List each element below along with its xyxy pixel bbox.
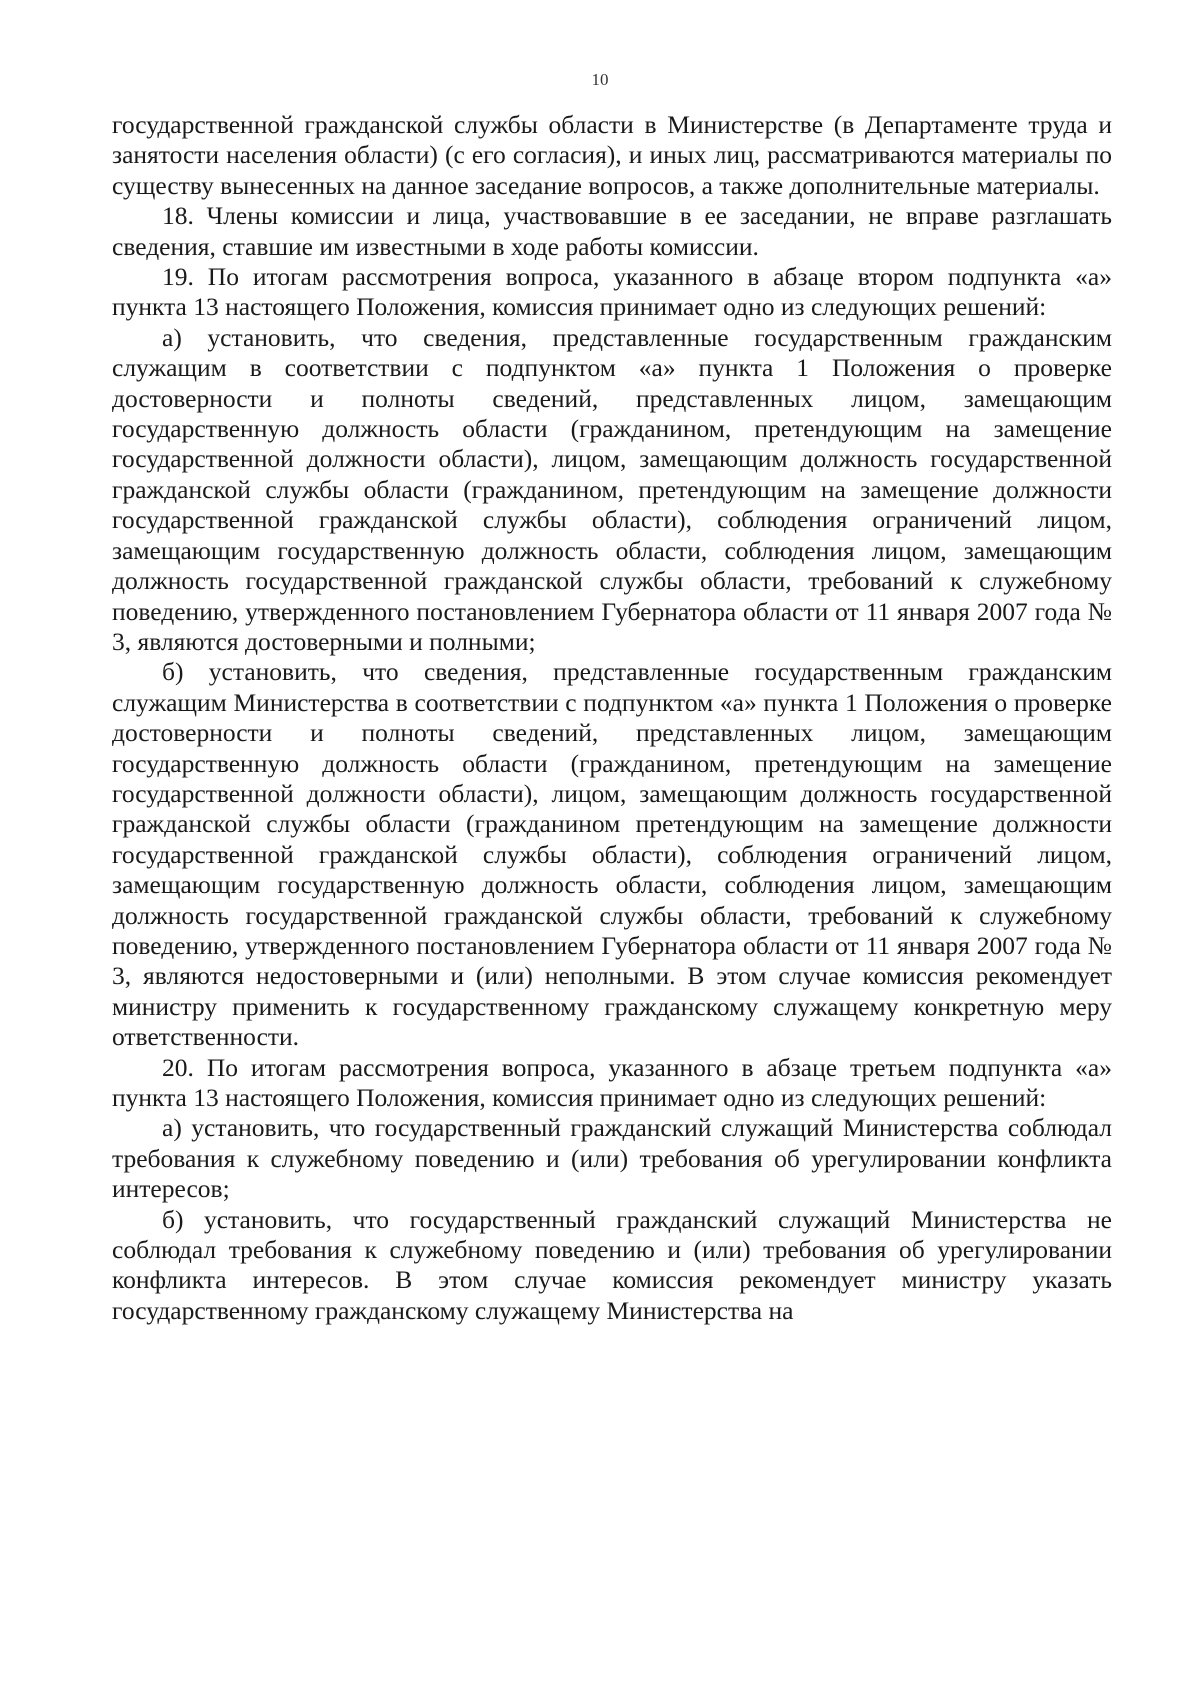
paragraph-item-18: 18. Члены комиссии и лица, участвовавшие в ее заседании, не вправе разглашать сведения, ставшие им известными в ходе работы комиссии. [112, 201, 1112, 261]
paragraph-item-20-b: б) установить, что государственный гражданский служащий Министерства не соблюдал требования к служебному поведению и (или) требования об урегулировании конфликта интересов. В этом случае комиссия рекомендует министру указать государственному гражданскому служащему Министерства на [112, 1204, 1112, 1325]
paragraph-item-20: 20. По итогам рассмотрения вопроса, указанного в абзаце третьем подпункта «а» пункта 13 настоящего Положения, комиссия принимает одно из следующих решений: [112, 1052, 1112, 1112]
paragraph-item-19: 19. По итогам рассмотрения вопроса, указанного в абзаце втором подпункта «а» пункта 13 настоящего Положения, комиссия принимает одно из следующих решений: [112, 262, 1112, 322]
paragraph-item-19-a: а) установить, что сведения, представленные государственным гражданским служащим в соответствии с подпунктом «а» пункта 1 Положения о проверке достоверности и полноты сведений, представленных лицом, замещающим государственную должность области (гражданином, претендующим на замещение государственной должности области), лицом, замещающим должность государственной гражданской службы области (гражданином, претендующим на замещение должности государственной гражданской службы области), соблюдения ограничений лицом, замещающим государственную должность области, соблюдения лицом, замещающим должность государственной гражданской службы области, требований к служебному поведению, утвержденного постановлением Губернатора области от 11 января 2007 года № 3, являются достоверными и полными; [112, 322, 1112, 656]
paragraph-item-20-a: а) установить, что государственный гражданский служащий Министерства соблюдал требования к служебному поведению и (или) требования об урегулировании конфликта интересов; [112, 1113, 1112, 1204]
paragraph-continuation: государственной гражданской службы области в Министерстве (в Департаменте труда и занятости населения области) (с его согласия), и иных лиц, рассматриваются материалы по существу вынесенных на данное заседание вопросов, а также дополнительные материалы. [112, 110, 1112, 200]
page-number: 10 [591, 70, 609, 89]
document-body [112, 110, 1112, 1326]
paragraph-item-19-b: б) установить, что сведения, представленные государственным гражданским служащим Министерства в соответствии с подпунктом «а» пункта 1 Положения о проверке достоверности и полноты сведений, представленных лицом, замещающим государственную должность области (гражданином, претендующим на замещение государственной должности области), лицом, замещающим должность государственной гражданской службы области (гражданином претендующим на замещение должности государственной гражданской службы области), соблюдения ограничений лицом, замещающим государственную должность области, соблюдения лицом, замещающим должность государственной гражданской службы области, требований к служебному поведению, утвержденного постановлением Губернатора области от 11 января 2007 года № 3, являются недостоверными и (или) неполными. В этом случае комиссия рекомендует министру применить к государственному гражданскому служащему конкретную меру ответственности. [112, 657, 1112, 1052]
